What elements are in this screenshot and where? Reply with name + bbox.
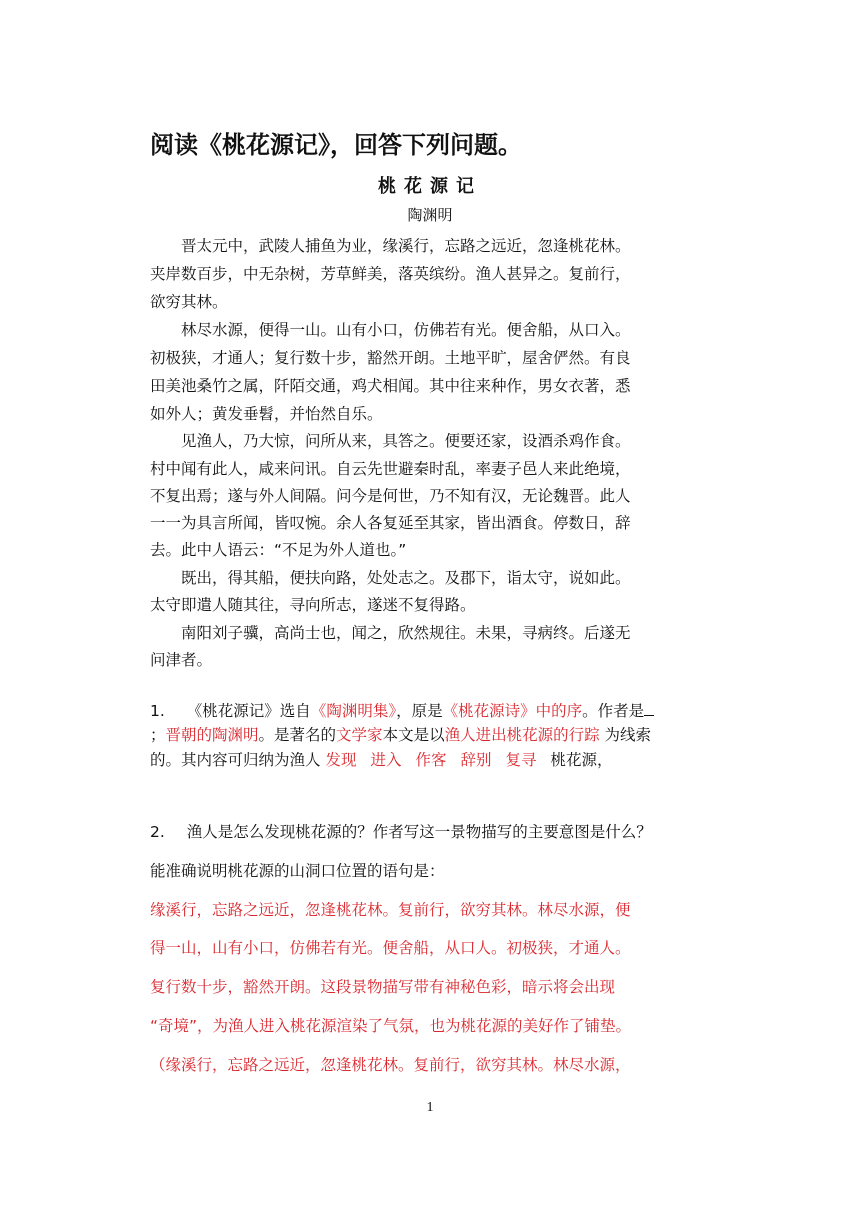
passage-line: 夹岸数百步，中无杂树，芳草鲜美，落英缤纷。渔人甚异之。复前行，	[150, 265, 631, 283]
answer-text: 晋朝的陶渊明	[165, 726, 259, 744]
q1-line-1: 1. 《桃花源记》选自《陶渊明集》，原是《桃花源诗》中的序。作者是	[150, 699, 654, 721]
answer-text: 渔人进出桃花源的行踪	[444, 726, 600, 744]
answer-step: 复寻	[505, 751, 537, 769]
passage-line: 田美池桑竹之属，阡陌交通，鸡犬相闻。其中往来种作，男女衣著，悉	[150, 377, 631, 395]
answer-step: 作客	[415, 751, 447, 769]
question-heading: 阅读《桃花源记》，回答下列问题。	[150, 131, 522, 159]
passage-line: 初极狭，才通人；复行数十步，豁然开朗。土地平旷，屋舍俨然。有良	[150, 349, 631, 367]
q1-number: 1.	[150, 702, 165, 720]
passage-line: 问津者。	[150, 651, 213, 669]
passage-line: 一一为具言所闻，皆叹惋。余人各复延至其家，皆出酒食。停数日，辞	[150, 514, 631, 532]
q2-answer-line: 缘溪行，忘路之远近，忽逢桃花林。复前行，欲穷其林。林尽水源，便	[150, 901, 631, 919]
page-number: 1	[426, 1100, 434, 1115]
passage-line: 林尽水源，便得一山。山有小口，仿佛若有光。便舍船，从口入。	[150, 321, 631, 339]
q2-answer-line: 得一山，山有小口，仿佛若有光。便舍船，从口人。初极狭，才通人。	[150, 939, 631, 957]
q2-question: 2. 渔人是怎么发现桃花源的？作者写这一景物描写的主要意图是什么？	[150, 823, 652, 841]
passage-line: 不复出焉；遂与外人间隔。问今是何世，乃不知有汉，无论魏晋。此人	[150, 487, 631, 505]
answer-step: 发现	[325, 751, 357, 769]
answer-text: 《桃花源诗》中的序	[442, 702, 583, 720]
answer-step: 进入	[370, 751, 402, 769]
passage-line: 如外人；黄发垂髫，并怡然自乐。	[150, 405, 383, 423]
answer-text: 文学家	[336, 726, 383, 744]
answer-text: 《陶渊明集》	[310, 702, 397, 720]
passage-title: 桃花源记	[378, 176, 482, 197]
q1-line-2: ；晋朝的陶渊明。是著名的文学家本文是以渔人进出桃花源的行踪 为线索	[150, 726, 652, 744]
q2-answer-line: “奇境”，为渔人进入桃花源渲染了气氛，也为桃花源的美好作了铺垫。	[150, 1017, 632, 1035]
q2-prompt: 能准确说明桃花源的山洞口位置的语句是：	[150, 862, 445, 880]
passage-line: 村中闻有此人，咸来问讯。自云先世避秦时乱，率妻子邑人来此绝境，	[150, 460, 631, 478]
q2-number: 2.	[150, 823, 165, 841]
q2-answer-line: 复行数十步，豁然开朗。这段景物描写带有神秘色彩，暗示将会出现	[150, 978, 616, 996]
passage-line: 太守即遣人随其往，寻向所志，遂迷不复得路。	[150, 596, 476, 614]
passage-line: 去。此中人语云：“不足为外人道也。”	[150, 541, 407, 559]
passage-line: 既出，得其船，便扶向路，处处志之。及郡下，诣太守，说如此。	[150, 569, 631, 587]
q2-answer-line: （缘溪行，忘路之远近，忽逢桃花林。复前行，欲穷其林。林尽水源，	[150, 1056, 631, 1074]
passage-author: 陶渊明	[407, 206, 453, 224]
passage-line: 晋太元中，武陵人捕鱼为业，缘溪行，忘路之远近，忽逢桃花林。	[150, 237, 631, 255]
passage-line: 见渔人，乃大惊，问所从来，具答之。便要还家，设酒杀鸡作食。	[150, 432, 631, 450]
answer-step: 辞别	[460, 751, 492, 769]
passage-line: 欲穷其林。	[150, 293, 228, 311]
passage-line: 南阳刘子骥，高尚士也，闻之，欣然规往。未果，寻病终。后遂无	[150, 624, 631, 642]
answer-blank	[644, 701, 654, 716]
q1-line-3: 的。其内容可归纳为渔人 发现 进入 作客 辞别 复寻 桃花源，	[150, 751, 613, 769]
